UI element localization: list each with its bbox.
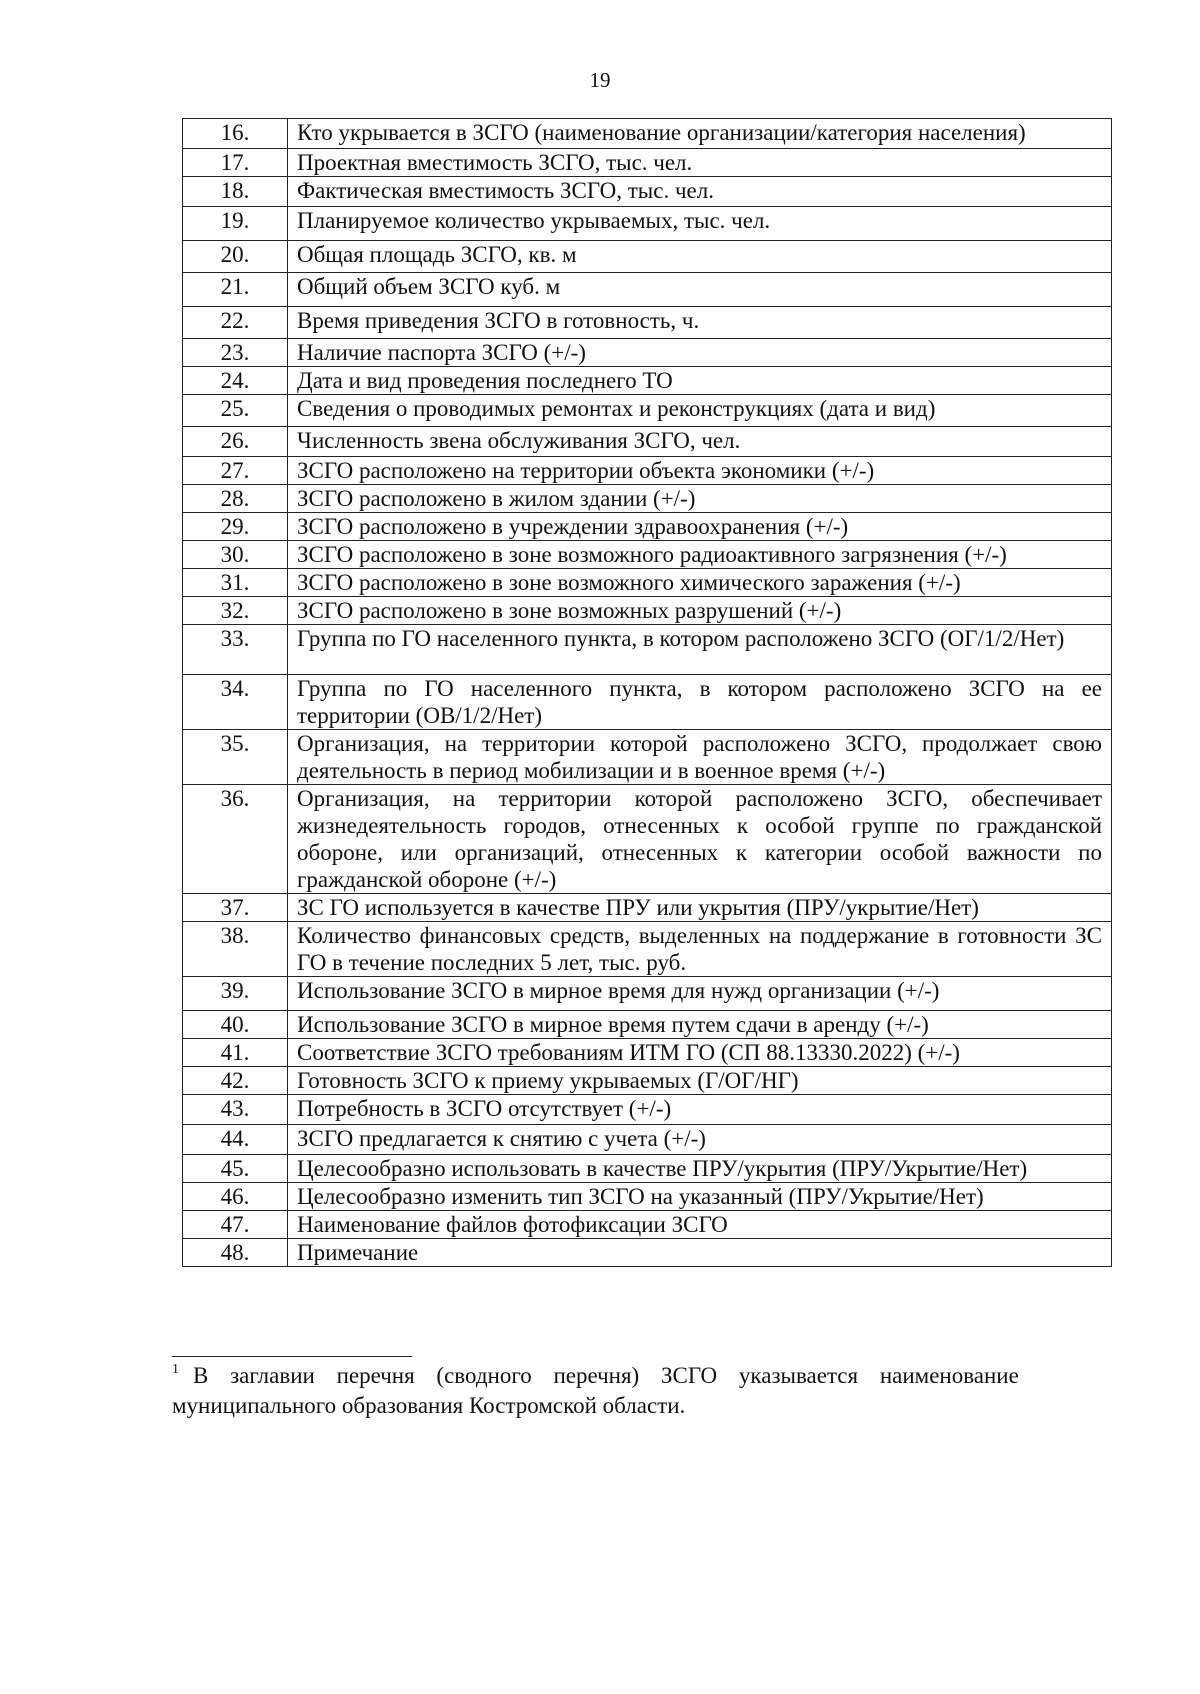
- row-number: 17.: [183, 149, 288, 177]
- table-row: [183, 119, 1112, 149]
- row-number: 43.: [183, 1095, 288, 1125]
- row-number: 33.: [183, 625, 288, 675]
- table-row: [183, 569, 1112, 597]
- table-row: [183, 597, 1112, 625]
- row-number: 40.: [183, 1011, 288, 1039]
- row-number: 25.: [183, 395, 288, 427]
- table-row: [183, 1095, 1112, 1125]
- row-text: Соответствие ЗСГО требованиям ИТМ ГО (СП 88.13330.2022) (+/-): [288, 1039, 1112, 1067]
- row-number: 20.: [183, 241, 288, 273]
- row-number: 38.: [183, 922, 288, 977]
- table-row: [183, 513, 1112, 541]
- row-number: 23.: [183, 339, 288, 367]
- row-number: 42.: [183, 1067, 288, 1095]
- row-text: Дата и вид проведения последнего ТО: [288, 367, 1112, 395]
- parameters-table: [182, 118, 1112, 1267]
- table-row: [183, 675, 1112, 730]
- row-text: ЗС ГО используется в качестве ПРУ или укрытия (ПРУ/укрытие/Нет): [288, 894, 1112, 922]
- row-number: 46.: [183, 1183, 288, 1211]
- row-text: Планируемое количество укрываемых, тыс. чел.: [288, 207, 1112, 241]
- row-text: Потребность в ЗСГО отсутствует (+/-): [288, 1095, 1112, 1125]
- row-text: Организация, на территории которой расположено ЗСГО, обеспечивает жизнедеятельность городов, отнесенных к особой группе по гражданской обороне, или организаций, отнесенных к категории особой важности по гражданской обороне (+/-): [288, 785, 1112, 894]
- row-text: Использование ЗСГО в мирное время путем сдачи в аренду (+/-): [288, 1011, 1112, 1039]
- table-row: [183, 273, 1112, 307]
- footnote: [172, 1356, 1092, 1421]
- row-text: Группа по ГО населенного пункта, в котором расположено ЗСГО (ОГ/1/2/Нет): [288, 625, 1112, 675]
- table-row: [183, 977, 1112, 1011]
- row-text: ЗСГО расположено в учреждении здравоохранения (+/-): [288, 513, 1112, 541]
- row-number: 35.: [183, 730, 288, 785]
- footnote-rule: [172, 1356, 412, 1357]
- table-row: [183, 395, 1112, 427]
- row-text: Целесообразно использовать в качестве ПРУ/укрытия (ПРУ/Укрытие/Нет): [288, 1155, 1112, 1183]
- row-number: 36.: [183, 785, 288, 894]
- table-row: [183, 457, 1112, 485]
- row-number: 29.: [183, 513, 288, 541]
- table-row: [183, 1067, 1112, 1095]
- table-row: [183, 207, 1112, 241]
- table-row: [183, 730, 1112, 785]
- table-row: [183, 149, 1112, 177]
- table-row: [183, 307, 1112, 339]
- row-text: Наличие паспорта ЗСГО (+/-): [288, 339, 1112, 367]
- table-row: [183, 1011, 1112, 1039]
- row-text: Время приведения ЗСГО в готовность, ч.: [288, 307, 1112, 339]
- row-text: ЗСГО расположено в зоне возможного химического заражения (+/-): [288, 569, 1112, 597]
- row-number: 26.: [183, 427, 288, 457]
- footnote-line-1: В заглавии перечня (сводного перечня) ЗСГО указывается наименование: [193, 1363, 1019, 1388]
- table-row: [183, 1211, 1112, 1239]
- row-number: 22.: [183, 307, 288, 339]
- row-text: Общий объем ЗСГО куб. м: [288, 273, 1112, 307]
- row-number: 27.: [183, 457, 288, 485]
- row-number: 34.: [183, 675, 288, 730]
- row-text: Проектная вместимость ЗСГО, тыс. чел.: [288, 149, 1112, 177]
- row-text: Примечание: [288, 1239, 1112, 1267]
- row-text: Организация, на территории которой расположено ЗСГО, продолжает свою деятельность в период мобилизации и в военное время (+/-): [288, 730, 1112, 785]
- row-text: ЗСГО расположено в зоне возможного радиоактивного загрязнения (+/-): [288, 541, 1112, 569]
- row-number: 16.: [183, 119, 288, 149]
- table-row: [183, 541, 1112, 569]
- row-text: Общая площадь ЗСГО, кв. м: [288, 241, 1112, 273]
- row-number: 41.: [183, 1039, 288, 1067]
- table-row: [183, 1239, 1112, 1267]
- footnote-line-2: муниципального образования Костромской области.: [172, 1393, 686, 1418]
- row-text: Численность звена обслуживания ЗСГО, чел.: [288, 427, 1112, 457]
- row-text: ЗСГО расположено в зоне возможных разрушений (+/-): [288, 597, 1112, 625]
- table-row: [183, 1125, 1112, 1155]
- table-row: [183, 785, 1112, 894]
- row-number: 39.: [183, 977, 288, 1011]
- row-text: ЗСГО расположено на территории объекта экономики (+/-): [288, 457, 1112, 485]
- table-row: [183, 339, 1112, 367]
- table-row: [183, 427, 1112, 457]
- table-row: [183, 241, 1112, 273]
- row-number: 28.: [183, 485, 288, 513]
- row-number: 24.: [183, 367, 288, 395]
- table-row: [183, 894, 1112, 922]
- row-text: Целесообразно изменить тип ЗСГО на указанный (ПРУ/Укрытие/Нет): [288, 1183, 1112, 1211]
- row-number: 48.: [183, 1239, 288, 1267]
- table-row: [183, 922, 1112, 977]
- row-number: 44.: [183, 1125, 288, 1155]
- page-number: 19: [589, 68, 611, 92]
- row-number: 30.: [183, 541, 288, 569]
- row-text: ЗСГО расположено в жилом здании (+/-): [288, 485, 1112, 513]
- row-text: Наименование файлов фотофиксации ЗСГО: [288, 1211, 1112, 1239]
- row-text: ЗСГО предлагается к снятию с учета (+/-): [288, 1125, 1112, 1155]
- row-text: Фактическая вместимость ЗСГО, тыс. чел.: [288, 177, 1112, 207]
- row-number: 32.: [183, 597, 288, 625]
- row-text: Использование ЗСГО в мирное время для нужд организации (+/-): [288, 977, 1112, 1011]
- row-text: Количество финансовых средств, выделенных на поддержание в готовности ЗС ГО в течение последних 5 лет, тыс. руб.: [288, 922, 1112, 977]
- row-number: 31.: [183, 569, 288, 597]
- row-number: 47.: [183, 1211, 288, 1239]
- table-row: [183, 1039, 1112, 1067]
- row-number: 21.: [183, 273, 288, 307]
- row-text: Группа по ГО населенного пункта, в котором расположено ЗСГО на ее территории (ОВ/1/2/Нет): [288, 675, 1112, 730]
- row-number: 19.: [183, 207, 288, 241]
- row-text: Кто укрывается в ЗСГО (наименование организации/категория населения): [288, 119, 1112, 149]
- table-row: [183, 625, 1112, 675]
- table-row: [183, 485, 1112, 513]
- row-number: 37.: [183, 894, 288, 922]
- table-body: [183, 119, 1112, 1267]
- footnote-mark: 1: [172, 1362, 179, 1377]
- row-number: 18.: [183, 177, 288, 207]
- table-row: [183, 367, 1112, 395]
- table-row: [183, 1155, 1112, 1183]
- row-text: Сведения о проводимых ремонтах и реконструкциях (дата и вид): [288, 395, 1112, 427]
- row-number: 45.: [183, 1155, 288, 1183]
- table-row: [183, 1183, 1112, 1211]
- table-row: [183, 177, 1112, 207]
- footnote-text: [172, 1361, 1092, 1421]
- row-text: Готовность ЗСГО к приему укрываемых (Г/ОГ/НГ): [288, 1067, 1112, 1095]
